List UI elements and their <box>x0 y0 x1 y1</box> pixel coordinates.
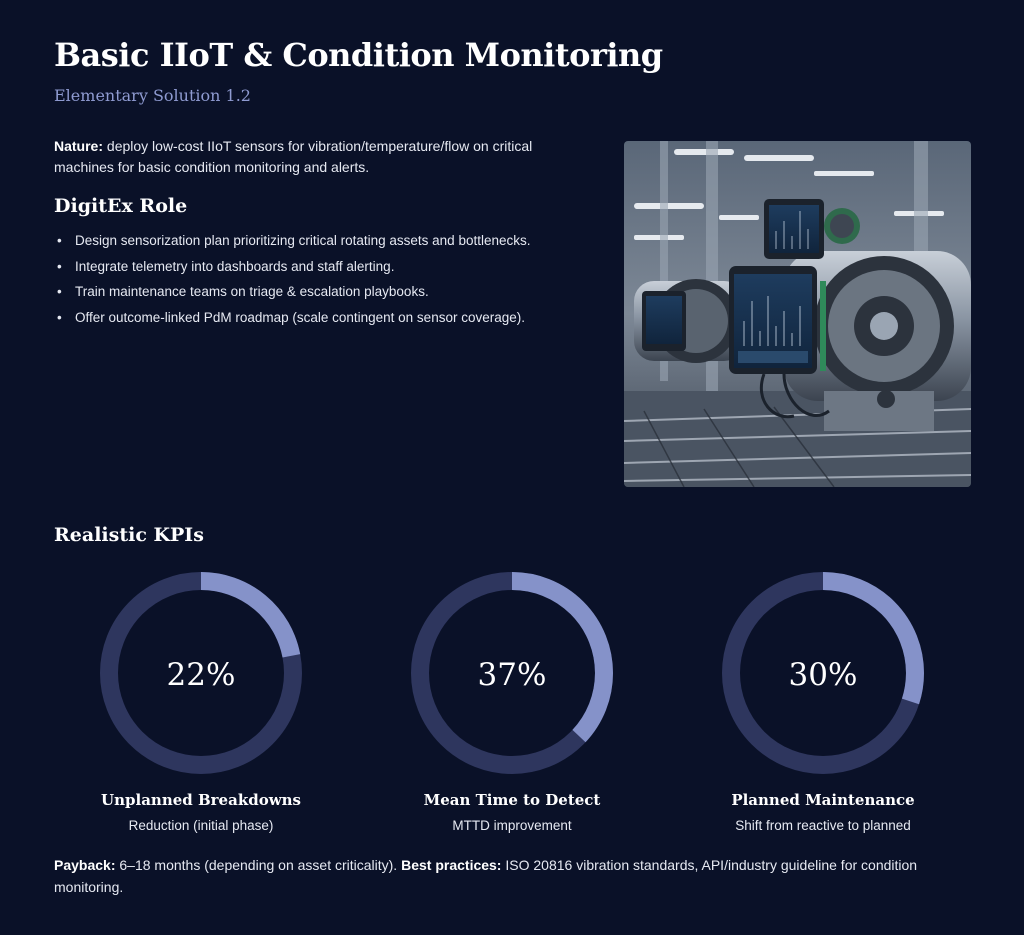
practices-text: ISO 20816 vibration standards, API/industry guideline for condition monitoring. <box>54 857 918 895</box>
role-item: • Train maintenance teams on triage & escalation playbooks. <box>54 283 614 300</box>
industrial-sensors-illustration <box>624 141 971 487</box>
kpi-value: 37% <box>477 657 547 693</box>
kpi-card <box>382 571 642 833</box>
practices-label: Best practices: <box>401 857 502 873</box>
kpi-ring <box>410 571 614 775</box>
role-item: • Offer outcome-linked PdM roadmap (scale contingent on sensor coverage). <box>54 309 614 326</box>
page-subtitle: Elementary Solution 1.2 <box>54 86 251 105</box>
kpi-label: Planned Maintenance <box>731 791 915 809</box>
kpi-ring <box>99 571 303 775</box>
kpi-heading: Realistic KPIs <box>54 524 204 546</box>
kpi-sub: MTTD improvement <box>452 818 572 833</box>
nature-text: deploy low-cost IIoT sensors for vibration/temperature/flow on critical machines for basic condition monitoring and alerts. <box>54 138 533 175</box>
kpi-value: 22% <box>166 657 236 693</box>
payback-text: 6–18 months (depending on asset criticality). <box>119 857 398 873</box>
kpi-label: Mean Time to Detect <box>423 791 601 809</box>
kpi-card <box>693 571 953 833</box>
kpi-card <box>71 571 331 833</box>
nature-label: Nature: <box>54 138 104 154</box>
kpi-ring <box>721 571 925 775</box>
role-item: • Integrate telemetry into dashboards and staff alerting. <box>54 258 614 275</box>
kpi-value: 30% <box>788 657 858 693</box>
payback-paragraph <box>54 854 984 898</box>
role-list <box>54 232 614 334</box>
kpi-label: Unplanned Breakdowns <box>101 791 301 809</box>
payback-label: Payback: <box>54 857 116 873</box>
nature-paragraph <box>54 136 594 178</box>
role-heading: DigitEx Role <box>54 195 188 217</box>
kpi-sub: Reduction (initial phase) <box>128 818 274 833</box>
role-item: • Design sensorization plan prioritizing critical rotating assets and bottlenecks. <box>54 232 614 249</box>
page-title: Basic IIoT & Condition Monitoring <box>54 36 663 74</box>
hero-image <box>624 141 971 487</box>
kpi-sub: Shift from reactive to planned <box>735 818 911 833</box>
